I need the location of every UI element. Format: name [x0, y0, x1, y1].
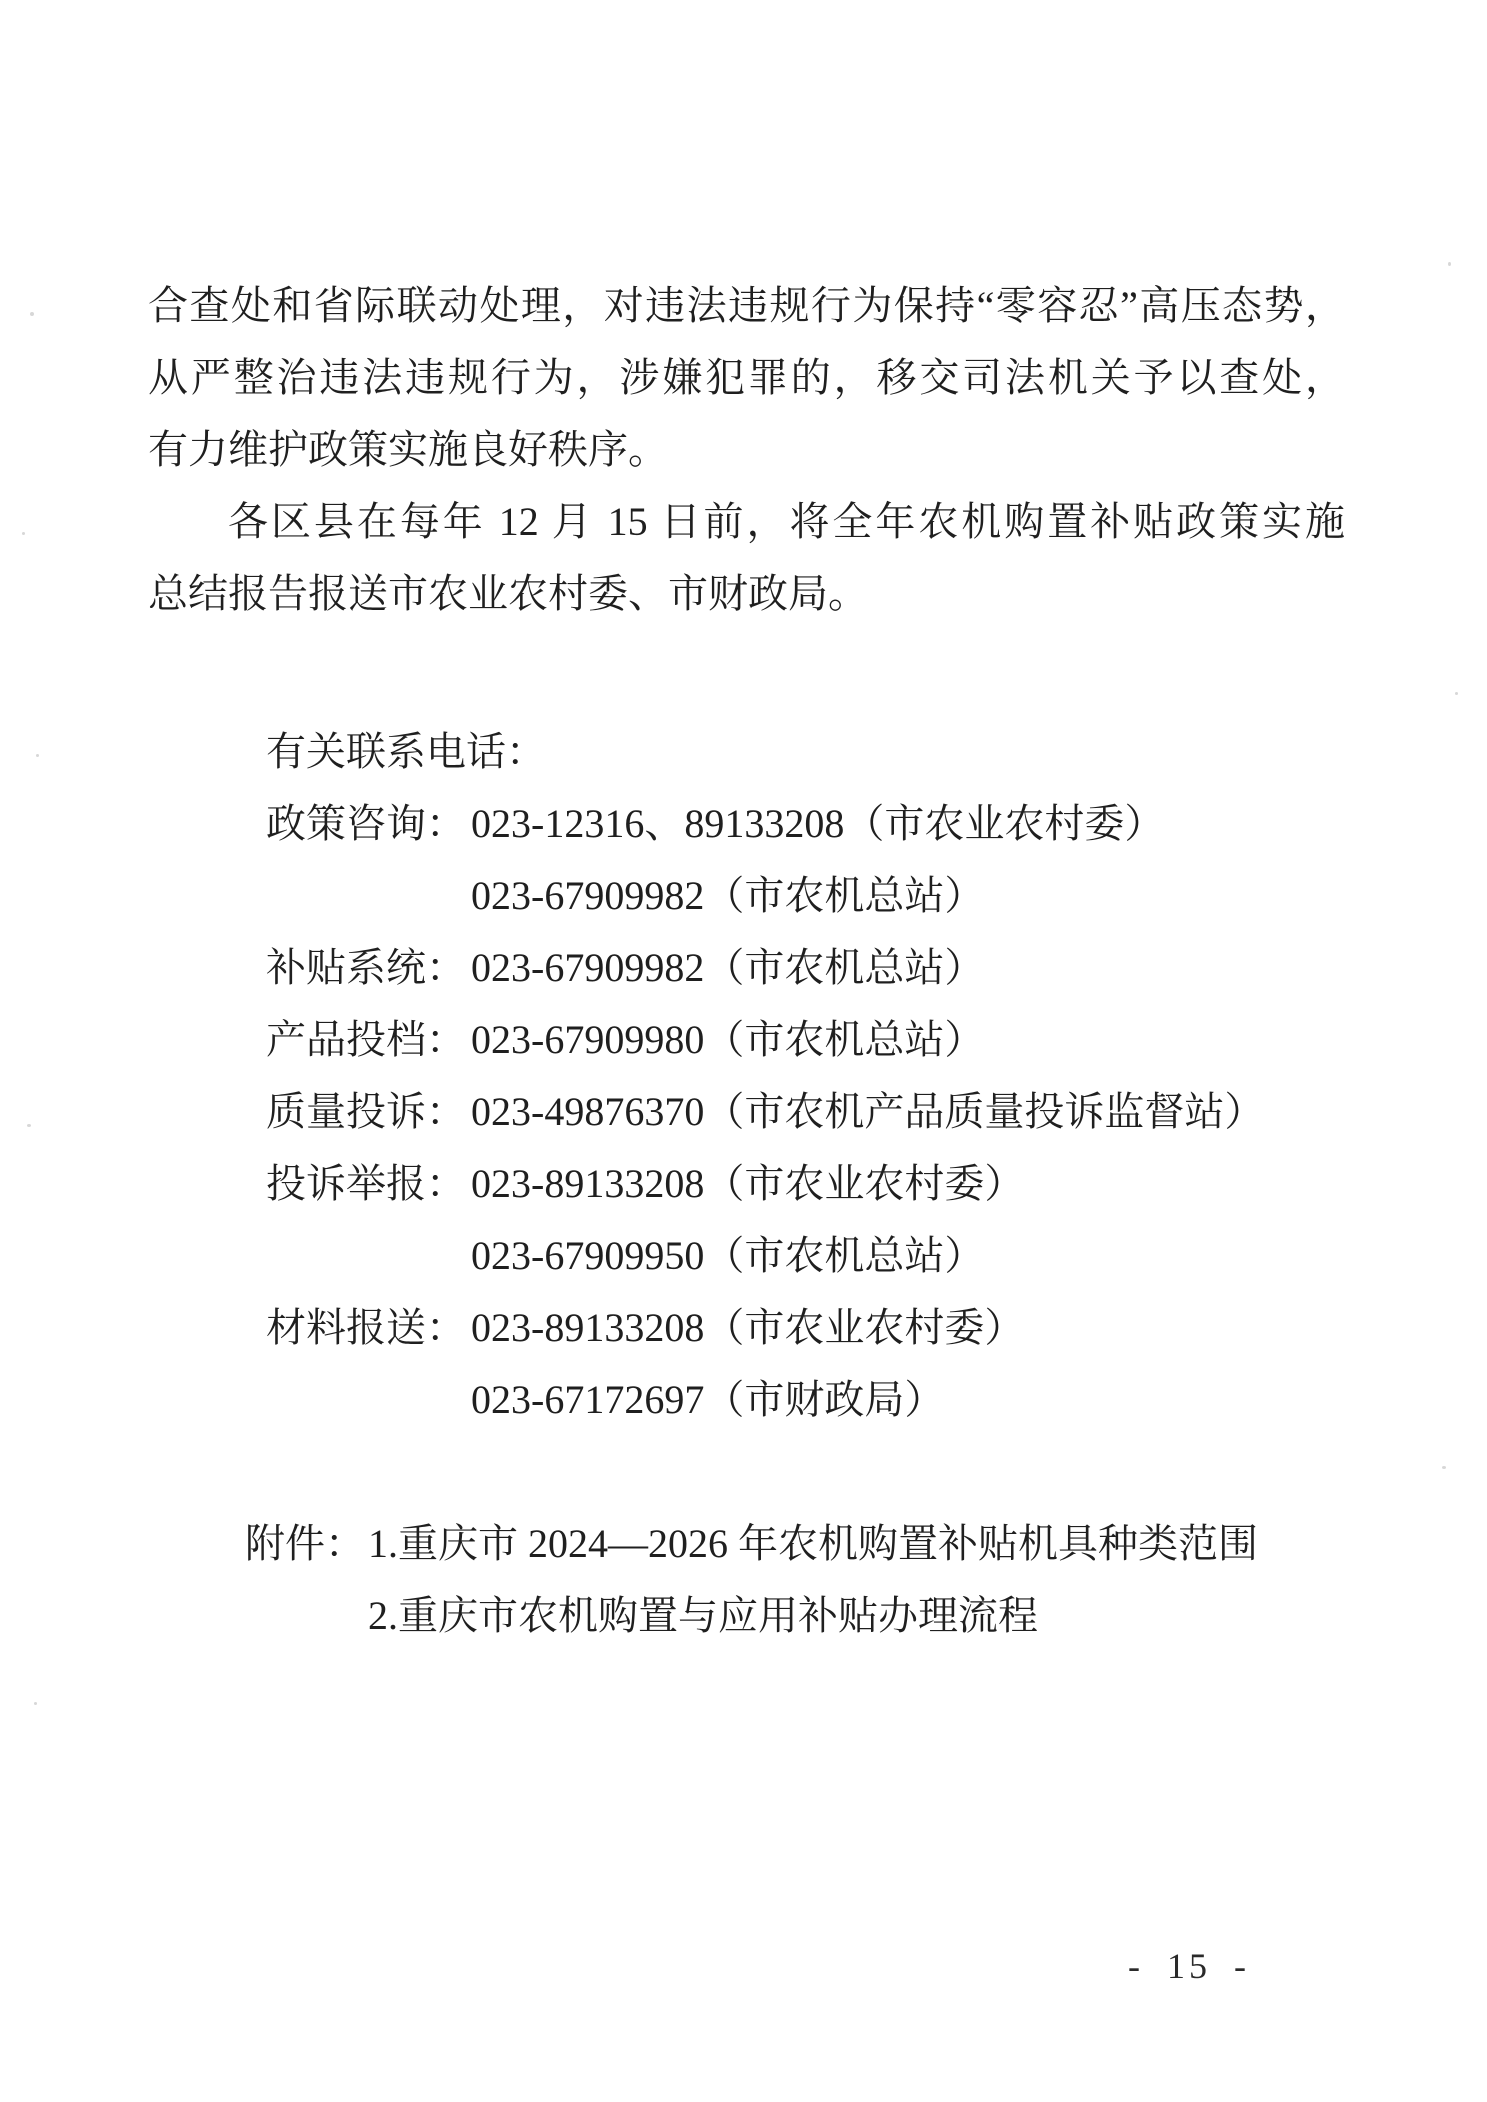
- contact-value: 023-67172697（市财政局）: [471, 1377, 945, 1422]
- paragraph-line: 合查处和省际联动处理，对违法违规行为保持“零容忍”高压态势，: [148, 283, 1345, 328]
- contact-row-report-cont: [148, 1220, 1345, 1292]
- contact-label: 补贴系统：: [266, 945, 466, 990]
- scan-speck: [30, 312, 34, 316]
- contact-value: 023-89133208（市农业农村委）: [471, 1161, 1025, 1206]
- contact-row-subsidy-system: [148, 932, 1345, 1004]
- attachments-label: 附件：: [245, 1521, 365, 1566]
- contact-intro: 有关联系电话：: [266, 729, 546, 774]
- scan-speck: [1455, 692, 1458, 695]
- page-number: - 15 -: [1128, 1946, 1250, 1986]
- contact-value: 023-67909980（市农机总站）: [471, 1017, 985, 1062]
- contact-row-quality-complaint: [148, 1076, 1345, 1148]
- attachment-item: 1.重庆市 2024—2026 年农机购置补贴机具种类范围: [368, 1521, 1258, 1566]
- scan-speck: [1442, 1466, 1446, 1469]
- scan-speck: [22, 532, 25, 535]
- contact-label: 材料报送：: [266, 1305, 466, 1350]
- contact-label: 质量投诉：: [266, 1089, 466, 1134]
- attachment-item: 2.重庆市农机购置与应用补贴办理流程: [368, 1593, 1038, 1638]
- contact-row-material-submission-cont: [148, 1364, 1345, 1436]
- contact-row-policy-cont: [148, 860, 1345, 932]
- contact-label: 政策咨询：: [266, 801, 466, 846]
- contact-value: 023-67909982（市农机总站）: [471, 945, 985, 990]
- contact-label: 产品投档：: [266, 1017, 466, 1062]
- contact-value: 023-89133208（市农业农村委）: [471, 1305, 1025, 1350]
- document-body: [148, 270, 1345, 1652]
- contact-row-product-filing: [148, 1004, 1345, 1076]
- paragraph-annual-report: [148, 486, 1345, 630]
- paragraph-line: 从严整治违法违规行为，涉嫌犯罪的，移交司法机关予以查处，: [148, 355, 1345, 400]
- paragraph-line: 各区县在每年 12 月 15 日前，将全年农机购置补贴政策实施: [228, 499, 1345, 544]
- contact-value: 023-49876370（市农机产品质量投诉监督站）: [471, 1089, 1265, 1134]
- contact-value: 023-12316、89133208（市农业农村委）: [471, 801, 1165, 846]
- contact-value: 023-67909950（市农机总站）: [471, 1233, 985, 1278]
- contact-section: [148, 716, 1345, 1436]
- paragraph-line: 有力维护政策实施良好秩序。: [148, 427, 668, 472]
- contact-row-report: [148, 1148, 1345, 1220]
- scan-speck: [34, 1702, 37, 1705]
- paragraph-enforcement: [148, 270, 1345, 486]
- attachment-row-2: [148, 1580, 1345, 1652]
- contact-row-policy: [148, 788, 1345, 860]
- attachment-row-1: [148, 1508, 1345, 1580]
- contact-label: 投诉举报：: [266, 1161, 466, 1206]
- scan-speck: [27, 1124, 31, 1127]
- scan-speck: [1448, 262, 1451, 266]
- contact-value: 023-67909982（市农机总站）: [471, 873, 985, 918]
- attachments-section: [148, 1508, 1345, 1652]
- paragraph-line: 总结报告报送市农业农村委、市财政局。: [148, 571, 868, 616]
- scan-speck: [36, 754, 39, 757]
- contact-row-material-submission: [148, 1292, 1345, 1364]
